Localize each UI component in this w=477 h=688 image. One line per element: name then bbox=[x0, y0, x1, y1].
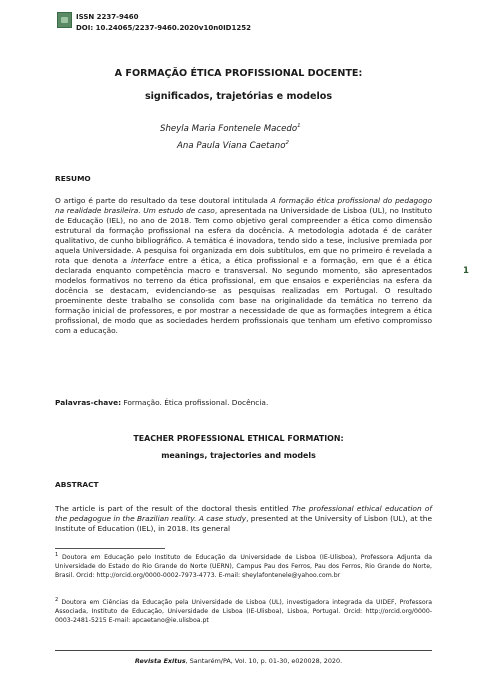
page-number: 1 bbox=[463, 266, 469, 276]
abstract-heading: ABSTRACT bbox=[55, 480, 99, 489]
english-subtitle: meanings, trajectories and models bbox=[161, 451, 316, 460]
author-name: Sheyla Maria Fontenele Macedo bbox=[160, 123, 298, 134]
footnote-1: $^1$ Doutora em Educação pelo Instituto de Educação da Universidade de Lisboa (IE-Ulisboa), Professora Adjunta da Universidade do Estado do Rio Grande do Norte (UERN), Campus Pau dos Ferros, Pau dos Ferros, Rio Grande do Norte, Brasil. Orcid: http://orcid.org/0000-0002-7973-4773. E-mail: sheylafontenele@yahoo.com.br bbox=[55, 552, 432, 580]
article-title: A FORMAÇÃO ÉTICA PROFISSIONAL DOCENTE: bbox=[114, 68, 363, 79]
keywords bbox=[55, 398, 268, 407]
footer-divider bbox=[55, 650, 432, 651]
author-name: Ana Paula Viana Caetano bbox=[177, 140, 286, 151]
footnote-mark: 2 bbox=[285, 140, 289, 146]
footnote-mark: 1 bbox=[297, 123, 301, 129]
footnote-2: $^2$ Doutora em Ciências da Educação pela Universidade de Lisboa (UL), investigadora integrada da UIDEF, Professora Associada, Instituto de Educação, Universidade de Lisboa (IE-Ulisboa), Lisboa, Portugal. Orcid: http://orcid.org/0000-0003-2481-5215 E-mail: apcaetano@ie.ulisboa.pt bbox=[55, 597, 432, 625]
issn: ISSN 2237-9460 bbox=[76, 13, 139, 21]
resumo-text: O artigo é parte do resultado da tese doutoral intitulada A formação ética profissional do pedagogo na realidade brasileira. Um estudo de caso, apresentada na Universidade de Lisboa (UL), no Instituto de Educação (IEL), no ano de 2018. Tem como objetivo geral compreender a ética como dimensão estrutural da formação profissional na esfera da docência. A metodologia adotada é de caráter qualitativo, de cunho bibliográfico. A temática é inovadora, tendo sido a tese, inclusive premiada por aquela Universidade. A pesquisa foi organizada em dois subtítulos, em que no primeiro é revelada a rota que denota a interface entre a ética, a ética profissional e a formação, em que é a ética declarada enquanto competência macro e transversal. No segundo momento, são apresentados modelos formativos no terreno da ética profissional, em que ensaios e experiências na esfera da docência se destacam, evidenciando-se as pesquisas realizadas em Portugal. O resultado proeminente deste trabalho se consolida com base na originalidade da temática no terreno da formação inicial de professores, e por mostrar a necessidade de que as formações integrem a ética profissional, de modo que as sociedades herdem profissionais que tenham um efetivo compromisso com a educação. bbox=[55, 196, 432, 335]
page-footer bbox=[0, 657, 477, 665]
footnote-divider bbox=[55, 548, 165, 549]
keywords-label: Palavras-chave: bbox=[55, 398, 122, 407]
resumo-heading: RESUMO bbox=[55, 174, 91, 183]
journal-name: Revista Exitus bbox=[134, 657, 186, 665]
article-subtitle: significados, trajetórias e modelos bbox=[144, 91, 333, 102]
doi: DOI: 10.24065/2237-9460.2020v10n0ID1252 bbox=[76, 24, 251, 32]
author-1 bbox=[160, 123, 301, 134]
abstract-text: The article is part of the result of the doctoral thesis entitled The professional ethical education of the pedagogue in the Brazilian reality. A case study, presented at the University of Lisbon (UL), at the Institute of Education (IEL), in 2018. Its general bbox=[55, 504, 432, 533]
author-2 bbox=[177, 140, 289, 151]
journal-logo bbox=[57, 12, 72, 28]
english-title: TEACHER PROFESSIONAL ETHICAL FORMATION: bbox=[133, 434, 344, 443]
keywords-text: Formação. Ética profissional. Docência. bbox=[121, 398, 269, 407]
journal-details: , Santarém/PA, Vol. 10, p. 01-30, e020028, 2020. bbox=[185, 657, 343, 665]
